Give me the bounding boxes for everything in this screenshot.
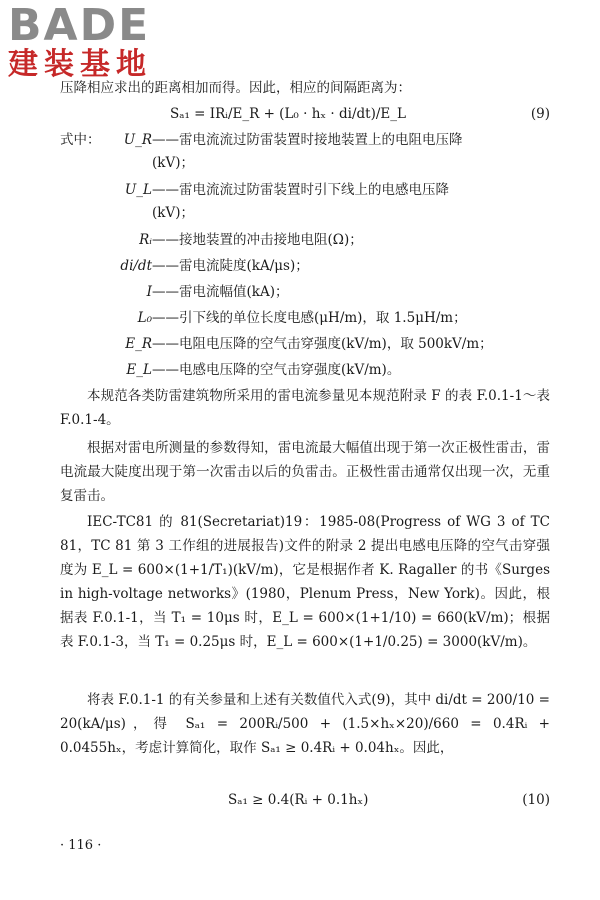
definition-row <box>60 153 194 173</box>
paragraph: IEC-TC81 的 81(Secretariat)19：1985-08(Progress of WG 3 of TC 81，TC 81 第 3 工作组的进展报告)文件的附录 2 提出电感电压降的空气击穿强度为 E_L = 600×(1+1/T₁)(kV/m)，它是根据作者 K. Ragaller 的书《Surges in high-voltage networks》(1980，Plenum Press，New York)。因此，根据表 F.0.1-1，当 T₁ = 10μs 时，E_L = 600×(1+1/10) = 660(kV/m)；根据表 F.0.1-3，当 T₁ = 0.25μs 时，E_L = 600×(1+1/0.25) = 3000(kV/m)。 <box>60 514 550 650</box>
definition-row <box>60 180 449 200</box>
definition-text: ——雷电流陡度(kA/μs)； <box>152 258 309 274</box>
logo-title: BADE <box>8 0 151 51</box>
equation-9-number: (9) <box>530 106 550 122</box>
where-label: 式中： <box>60 132 101 148</box>
definition-symbol: U_L <box>124 182 152 198</box>
definition-text: ——雷电流流过防雷装置时接地装置上的电阻电压降 <box>152 132 463 148</box>
definition-text: ——雷电流幅值(kA)； <box>152 284 289 300</box>
definition-symbol: Rᵢ <box>139 232 152 248</box>
paragraph: 本规范各类防雷建筑物所采用的雷电流参量见本规范附录 F 的表 F.0.1-1～表 F.0.1-4。 <box>60 388 550 428</box>
definition-symbol: E_L <box>126 362 152 378</box>
paragraph: 根据对雷电所测量的参数得知，雷电流最大幅值出现于第一次正极性雷击，雷电流最大陡度出现于第一次雷击以后的负雷击。正极性雷击通常仅出现一次，无重复雷击。 <box>60 440 550 504</box>
equation-9: Sₐ₁ = IRᵢ/E_R + (L₀ · hₓ · di/dt)/E_L <box>170 106 406 122</box>
bade-logo <box>8 0 152 82</box>
definition-text: ——电阻电压降的空气击穿强度(kV/m)，取 500kV/m； <box>152 336 493 352</box>
definition-row <box>60 308 467 328</box>
definition-text: ——引下线的单位长度电感(μH/m)，取 1.5μH/m； <box>152 310 467 326</box>
definition-symbol: di/dt <box>120 258 152 274</box>
definition-symbol: E_R <box>125 336 152 352</box>
paragraph: 将表 F.0.1-1 的有关参量和上述有关数值代入式(9)，其中 di/dt = 200/10 = 20(kA/μs)，得 Sₐ₁ = 200Rᵢ/500 + (1.5×hₓ×20)/660 = 0.4Rᵢ + 0.0455hₓ，考虑计算简化，取作 Sₐ₁ ≥ 0.4Rᵢ + 0.04hₓ。因此， <box>60 692 550 756</box>
definition-row <box>60 334 493 354</box>
definition-text: ——电感电压降的空气击穿强度(kV/m)。 <box>152 362 401 378</box>
definition-text: (kV)； <box>152 155 194 171</box>
equation-10-number: (10) <box>522 792 550 808</box>
definition-row <box>60 256 309 276</box>
definition-row <box>60 360 400 380</box>
definition-symbol: L₀ <box>137 310 152 326</box>
definition-row <box>60 130 463 150</box>
logo-subtitle: 建装基地 <box>8 47 152 82</box>
definition-text: ——接地装置的冲击接地电阻(Ω)； <box>152 232 363 248</box>
definition-symbol: U_R <box>123 132 152 148</box>
definition-row <box>60 282 288 302</box>
intro-line: 压降相应求出的距离相加而得。因此，相应的间隔距离为： <box>60 80 411 96</box>
page-number: · 116 · <box>60 838 102 853</box>
definition-row <box>60 230 363 250</box>
equation-10: Sₐ₁ ≥ 0.4(Rᵢ + 0.1hₓ) <box>228 792 369 808</box>
definition-text: (kV)； <box>152 205 194 221</box>
definition-row <box>60 203 194 223</box>
definition-symbol: I <box>146 284 152 300</box>
definition-text: ——雷电流流过防雷装置时引下线上的电感电压降 <box>152 182 449 198</box>
